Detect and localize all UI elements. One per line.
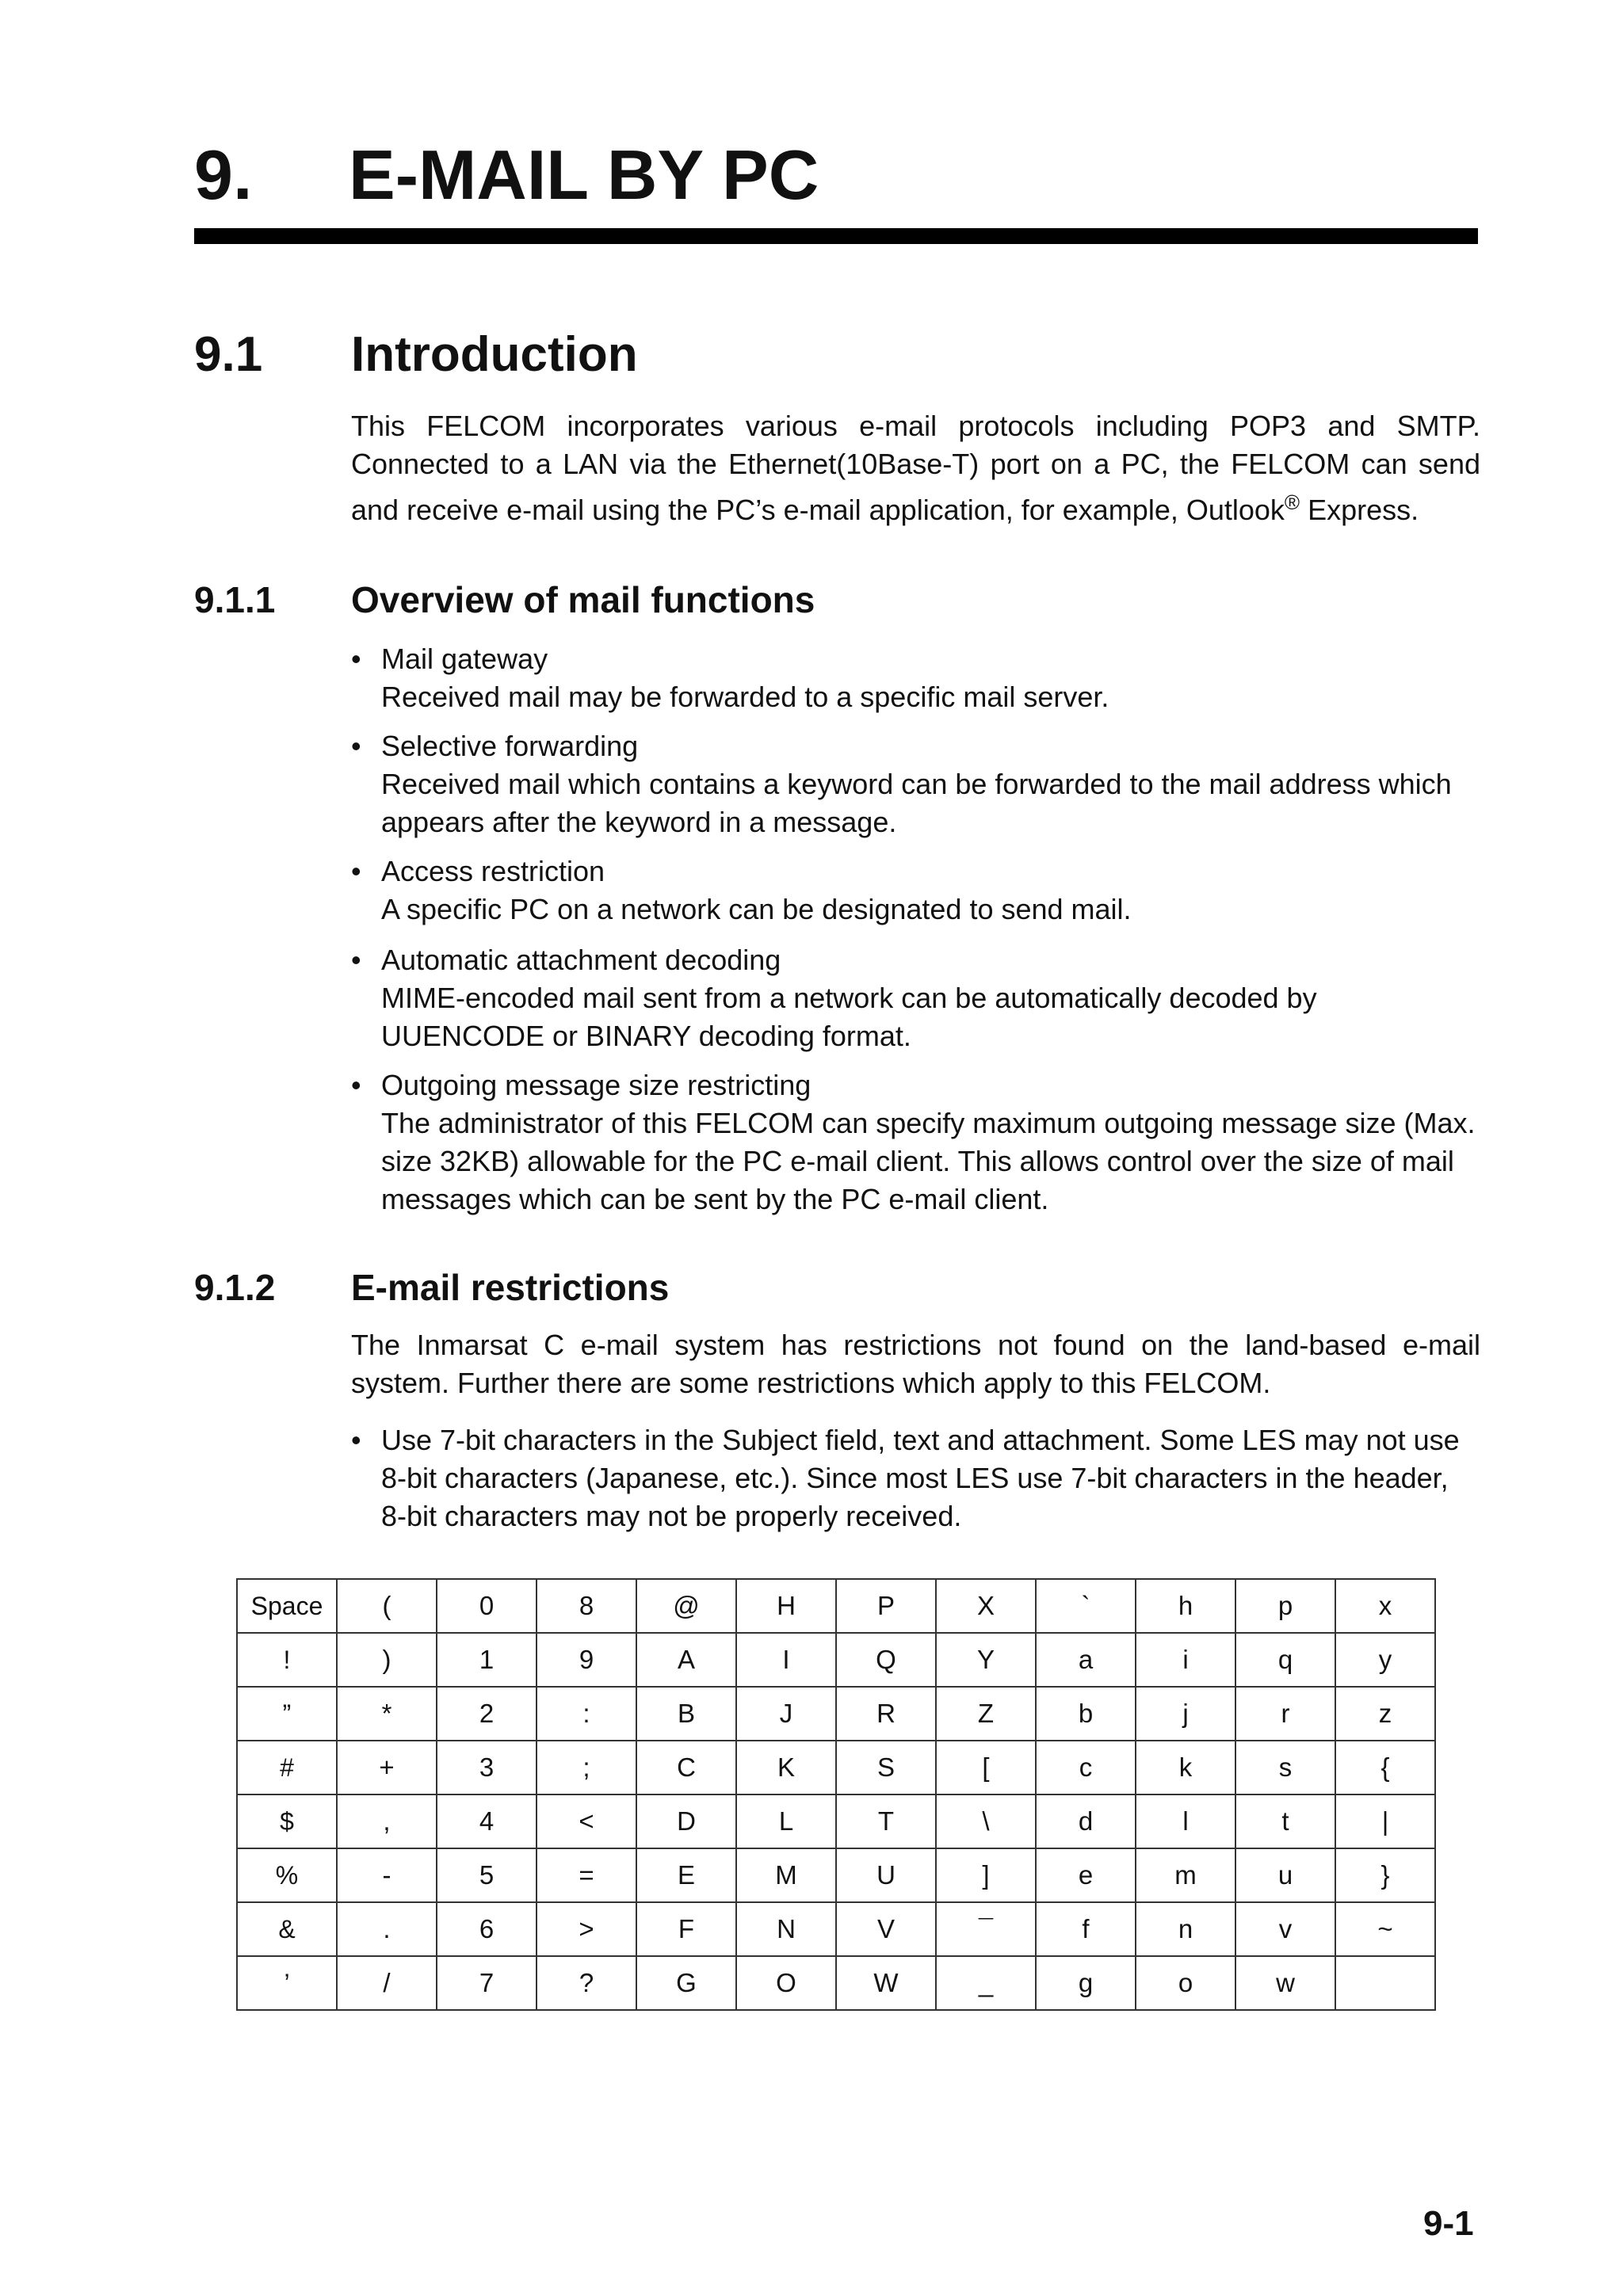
table-cell: h <box>1136 1579 1235 1633</box>
table-cell: 8 <box>537 1579 636 1633</box>
section-9-1-2-title: E-mail restrictions <box>351 1267 670 1308</box>
table-cell: ¯ <box>936 1902 1036 1956</box>
table-cell: F <box>636 1902 736 1956</box>
table-row <box>237 1741 1435 1794</box>
table-cell: | <box>1335 1794 1435 1848</box>
table-cell: 9 <box>537 1633 636 1687</box>
table-cell: p <box>1235 1579 1335 1633</box>
bullet-icon: • <box>351 944 361 976</box>
table-cell: : <box>537 1687 636 1741</box>
table-cell <box>1335 1956 1435 2010</box>
bullet-selective-forwarding <box>351 727 1480 841</box>
table-cell: U <box>836 1848 936 1902</box>
table-cell: j <box>1136 1687 1235 1741</box>
table-cell: @ <box>636 1579 736 1633</box>
table-cell: n <box>1136 1902 1235 1956</box>
table-cell: q <box>1235 1633 1335 1687</box>
table-cell: O <box>736 1956 836 2010</box>
table-cell: . <box>337 1902 437 1956</box>
table-cell: R <box>836 1687 936 1741</box>
table-cell: a <box>1036 1633 1136 1687</box>
table-cell: = <box>537 1848 636 1902</box>
table-row <box>237 1633 1435 1687</box>
table-cell: B <box>636 1687 736 1741</box>
section-9-1-1-title: Overview of mail functions <box>351 579 815 620</box>
table-cell: A <box>636 1633 736 1687</box>
table-cell: d <box>1036 1794 1136 1848</box>
table-cell: { <box>1335 1741 1435 1794</box>
table-cell: ] <box>936 1848 1036 1902</box>
registered-mark: ® <box>1284 490 1300 514</box>
bullet-title: Access restriction <box>381 855 605 887</box>
section-9-1-1-number: 9.1.1 <box>194 579 276 620</box>
table-cell: $ <box>237 1794 337 1848</box>
table-cell: s <box>1235 1741 1335 1794</box>
table-cell: x <box>1335 1579 1435 1633</box>
table-cell: 7 <box>437 1956 537 2010</box>
table-cell: L <box>736 1794 836 1848</box>
table-cell: } <box>1335 1848 1435 1902</box>
table-cell: > <box>537 1902 636 1956</box>
table-cell: P <box>836 1579 936 1633</box>
table-cell: / <box>337 1956 437 2010</box>
table-cell: k <box>1136 1741 1235 1794</box>
bullet-text: Use 7-bit characters in the Subject field, text and attachment. Some LES may not use 8-bit characters (Japanese, etc.). Since most LES use 7-bit characters in the header, 8-bit characters may not be properly received. <box>381 1424 1460 1532</box>
table-cell: D <box>636 1794 736 1848</box>
table-cell: b <box>1036 1687 1136 1741</box>
section-9-1-paragraph: This FELCOM incorporates various e-mail protocols including POP3 and SMTP. Connected to a LAN via the Ethernet(10Base-T) port on a PC, the FELCOM can send and receive e-mail using the PC’s e-mail application, for example, Outlook® Express. <box>351 410 1480 526</box>
table-cell: m <box>1136 1848 1235 1902</box>
bullet-7bit-characters <box>351 1421 1480 1535</box>
table-row <box>237 1794 1435 1848</box>
bullet-icon: • <box>351 1069 361 1101</box>
table-cell: 4 <box>437 1794 537 1848</box>
table-cell: i <box>1136 1633 1235 1687</box>
bullet-title: Selective forwarding <box>381 730 639 762</box>
section-9-1-2-number: 9.1.2 <box>194 1267 276 1308</box>
table-cell: r <box>1235 1687 1335 1741</box>
table-cell: 2 <box>437 1687 537 1741</box>
table-cell: + <box>337 1741 437 1794</box>
bullet-attachment-decoding <box>351 941 1480 1055</box>
table-cell: V <box>836 1902 936 1956</box>
table-row <box>237 1956 1435 2010</box>
chapter-title: E-MAIL BY PC <box>349 135 819 214</box>
table-cell: ; <box>537 1741 636 1794</box>
table-cell: S <box>836 1741 936 1794</box>
bullet-access-restriction <box>351 852 1480 929</box>
chapter-divider <box>194 228 1478 244</box>
bullet-icon: • <box>351 643 361 675</box>
table-cell: ” <box>237 1687 337 1741</box>
table-cell: o <box>1136 1956 1235 2010</box>
bullet-title: Automatic attachment decoding <box>381 944 781 976</box>
character-table <box>236 1578 1436 2011</box>
table-cell: ? <box>537 1956 636 2010</box>
table-cell: [ <box>936 1741 1036 1794</box>
bullet-text: MIME-encoded mail sent from a network can be automatically decoded by UUENCODE or BINARY decoding format. <box>381 982 1317 1052</box>
table-cell: & <box>237 1902 337 1956</box>
table-cell: J <box>736 1687 836 1741</box>
table-cell: w <box>1235 1956 1335 2010</box>
section-9-1-number: 9.1 <box>194 327 263 382</box>
section-9-1-title: Introduction <box>351 327 638 382</box>
table-cell: ~ <box>1335 1902 1435 1956</box>
table-cell: ! <box>237 1633 337 1687</box>
table-cell: 6 <box>437 1902 537 1956</box>
bullet-size-restricting <box>351 1066 1480 1219</box>
table-cell: t <box>1235 1794 1335 1848</box>
table-cell: _ <box>936 1956 1036 2010</box>
table-cell: 5 <box>437 1848 537 1902</box>
table-row <box>237 1848 1435 1902</box>
table-cell: G <box>636 1956 736 2010</box>
table-cell: 3 <box>437 1741 537 1794</box>
table-cell: H <box>736 1579 836 1633</box>
table-cell: * <box>337 1687 437 1741</box>
table-cell: 0 <box>437 1579 537 1633</box>
chapter-number: 9. <box>194 135 253 214</box>
table-cell: ` <box>1036 1579 1136 1633</box>
page-number: 9-1 <box>1423 2204 1474 2243</box>
table-row <box>237 1902 1435 1956</box>
table-cell: ) <box>337 1633 437 1687</box>
table-cell: E <box>636 1848 736 1902</box>
bullet-text: Received mail may be forwarded to a specific mail server. <box>381 681 1109 713</box>
table-cell: W <box>836 1956 936 2010</box>
table-cell: y <box>1335 1633 1435 1687</box>
bullet-icon: • <box>351 1424 361 1456</box>
table-cell: \ <box>936 1794 1036 1848</box>
bullet-title: Outgoing message size restricting <box>381 1069 812 1101</box>
table-cell: - <box>337 1848 437 1902</box>
table-cell: # <box>237 1741 337 1794</box>
table-cell: N <box>736 1902 836 1956</box>
section-9-1-2-paragraph: The Inmarsat C e-mail system has restrictions not found on the land-based e-mail system. Further there are some restrictions which apply to this FELCOM. <box>351 1329 1480 1399</box>
table-cell: c <box>1036 1741 1136 1794</box>
table-cell: 1 <box>437 1633 537 1687</box>
bullet-text: The administrator of this FELCOM can specify maximum outgoing message size (Max. size 32KB) allowable for the PC e-mail client. This allows control over the size of mail messages which can be sent by the PC e-mail client. <box>381 1107 1476 1215</box>
table-cell: f <box>1036 1902 1136 1956</box>
table-cell: e <box>1036 1848 1136 1902</box>
table-cell: X <box>936 1579 1036 1633</box>
table-cell: C <box>636 1741 736 1794</box>
table-cell: l <box>1136 1794 1235 1848</box>
table-cell: u <box>1235 1848 1335 1902</box>
table-cell: Z <box>936 1687 1036 1741</box>
bullet-text: Received mail which contains a keyword can be forwarded to the mail address which appears after the keyword in a message. <box>381 768 1452 838</box>
table-cell: , <box>337 1794 437 1848</box>
bullet-mail-gateway <box>351 640 1480 716</box>
table-cell: < <box>537 1794 636 1848</box>
table-cell: ( <box>337 1579 437 1633</box>
bullet-icon: • <box>351 730 361 762</box>
table-cell: ’ <box>237 1956 337 2010</box>
bullet-icon: • <box>351 855 361 887</box>
table-cell: % <box>237 1848 337 1902</box>
table-cell: v <box>1235 1902 1335 1956</box>
table-cell: Y <box>936 1633 1036 1687</box>
table-cell: z <box>1335 1687 1435 1741</box>
bullet-title: Mail gateway <box>381 643 548 675</box>
table-cell: Space <box>237 1579 337 1633</box>
table-row <box>237 1687 1435 1741</box>
table-cell: I <box>736 1633 836 1687</box>
table-cell: M <box>736 1848 836 1902</box>
table-cell: g <box>1036 1956 1136 2010</box>
table-cell: K <box>736 1741 836 1794</box>
table-cell: Q <box>836 1633 936 1687</box>
bullet-text: A specific PC on a network can be designated to send mail. <box>381 893 1132 925</box>
table-row <box>237 1579 1435 1633</box>
table-cell: T <box>836 1794 936 1848</box>
